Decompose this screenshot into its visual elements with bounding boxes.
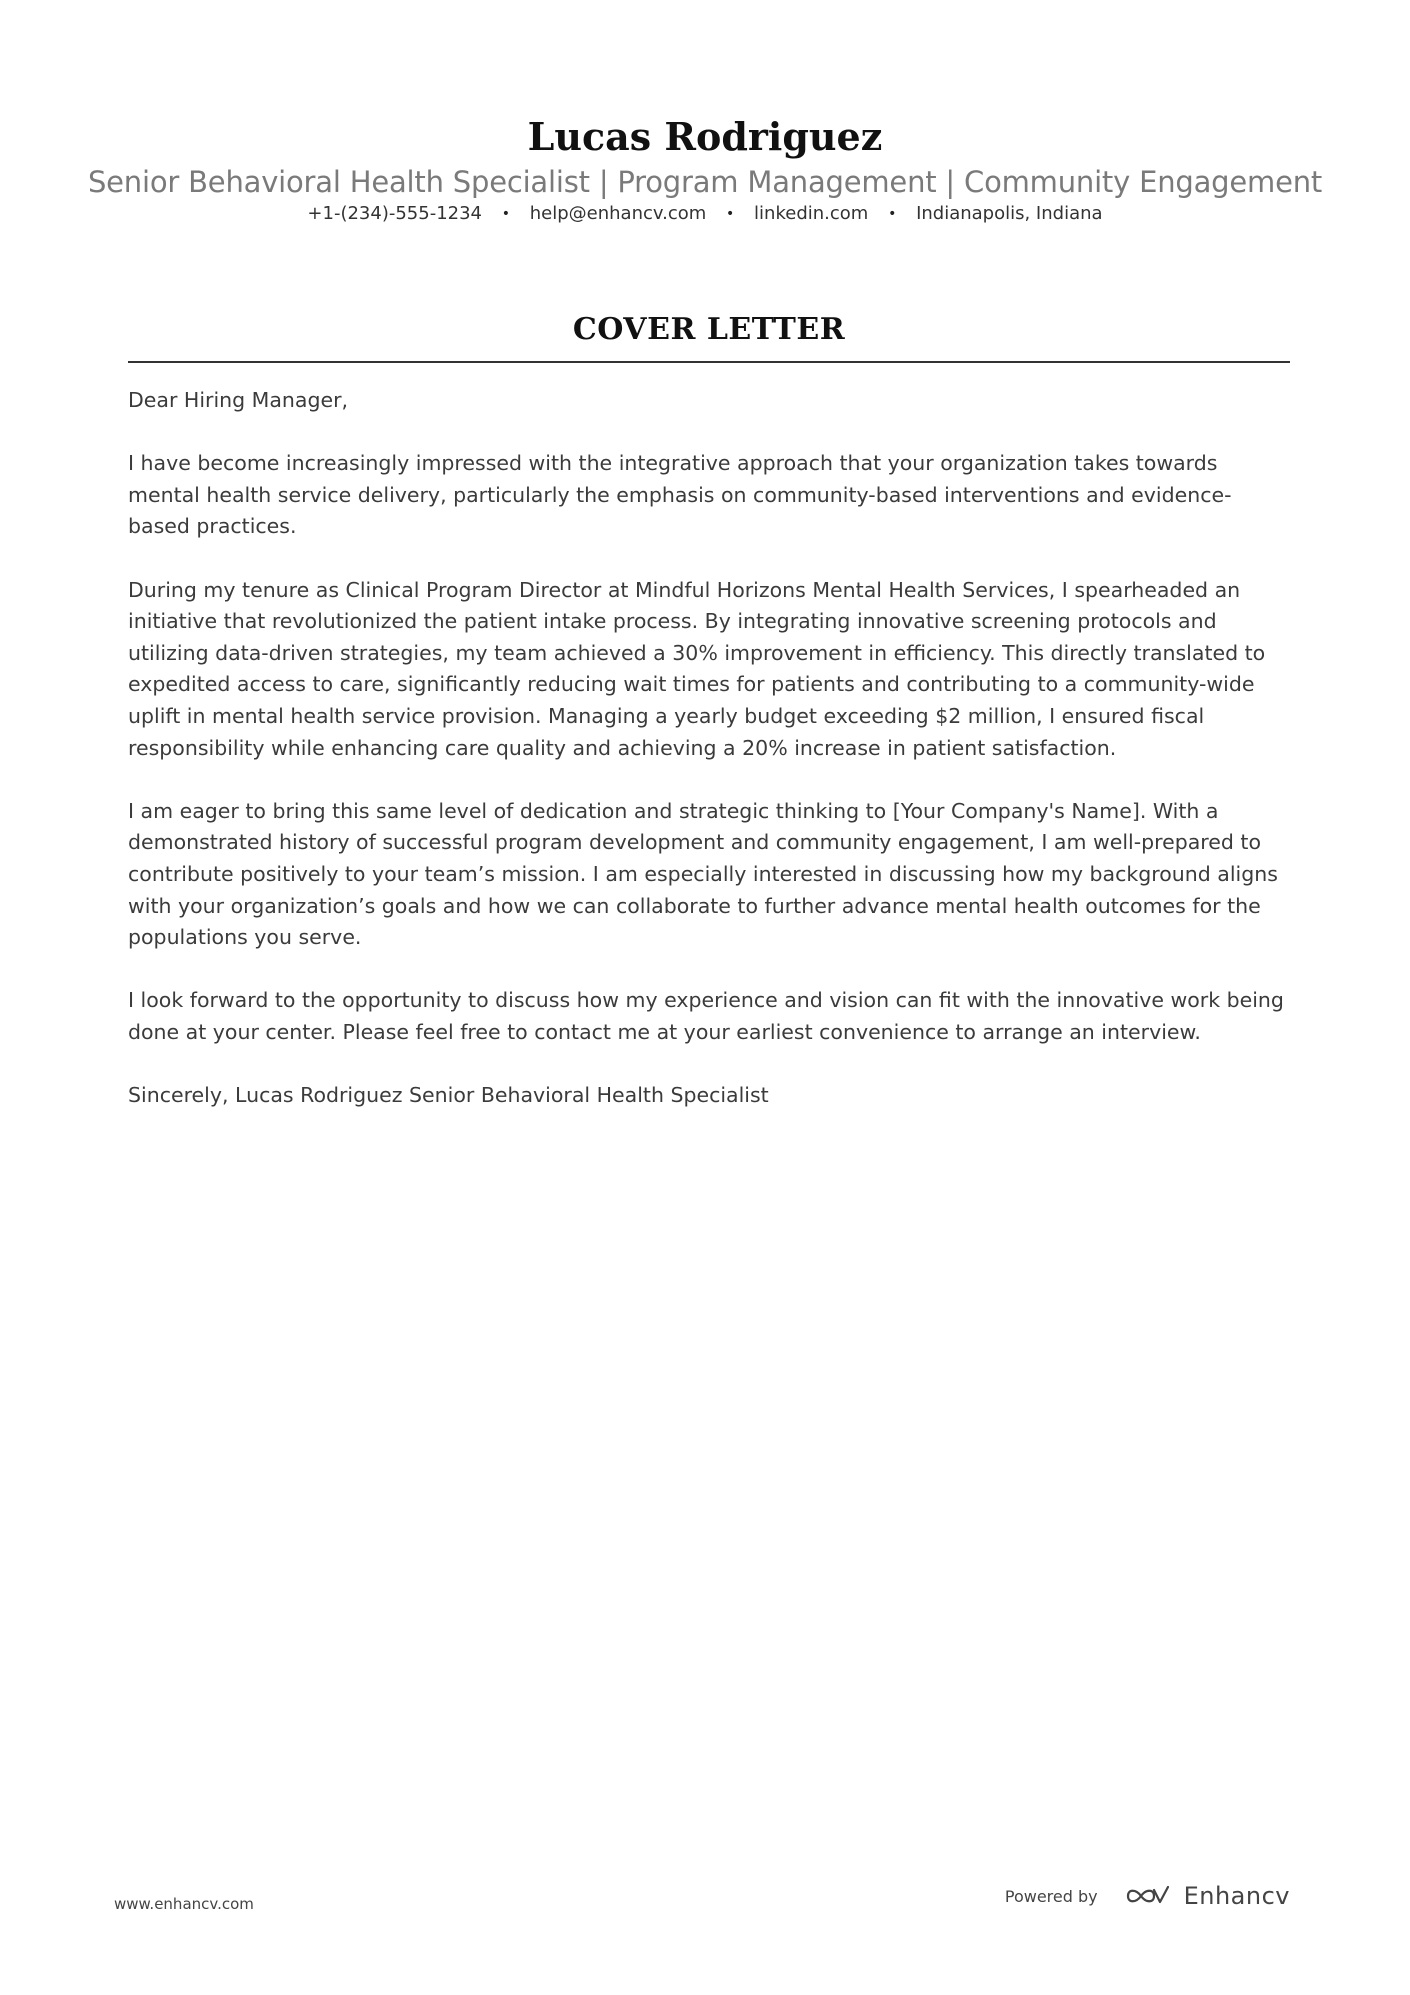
- applicant-name: Lucas Rodriguez: [527, 114, 883, 159]
- applicant-headline: Senior Behavioral Health Specialist | Program Management | Community Engagement: [87, 165, 1323, 199]
- letter-closing: Sincerely, Lucas Rodriguez Senior Behavioral Health Specialist: [128, 1083, 769, 1108]
- contact-phone: +1-(234)-555-1234: [307, 203, 483, 224]
- section-header: [128, 308, 1290, 363]
- contact-separator: •: [501, 206, 511, 222]
- footer-branding: [1005, 1882, 1290, 1910]
- letter-body: [128, 385, 1293, 1143]
- powered-by-label: Powered by: [1004, 1886, 1098, 1906]
- letter-paragraph: During my tenure as Clinical Program Director at Mindful Horizons Mental Health Services, I spearheaded an initiative that revolutionized the patient intake process. By integrating innovative screening protocols and utilizing data-driven strategies, my team achieved a 30% improvement in efficiency. This directly translated to expedited access to care, significantly reducing wait times for patients and contributing to a community-wide uplift in mental health service provision. Managing a yearly budget exceeding $2 million, I ensured fiscal responsibility while enhancing care quality and achieving a 20% increase in patient satisfaction.: [128, 577, 1266, 760]
- letter-salutation: Dear Hiring Manager,: [128, 388, 349, 412]
- section-divider: [128, 361, 1290, 363]
- contact-linkedin[interactable]: linkedin.com: [754, 203, 869, 224]
- contact-location: Indianapolis, Indiana: [916, 203, 1103, 224]
- enhancv-brand-name: Enhancv: [1183, 1882, 1290, 1910]
- contact-separator: •: [726, 206, 735, 222]
- enhancv-logo-icon: [1124, 1883, 1172, 1909]
- section-title: COVER LETTER: [572, 312, 846, 347]
- contact-separator: •: [888, 206, 897, 222]
- header: [0, 112, 1410, 226]
- contact-line: [0, 202, 1410, 226]
- letter-paragraph: I am eager to bring this same level of dedication and strategic thinking to [Your Company's Name]. With a demonstrated history of successful program development and community engagement, I am well-prepared to contribute positively to your team’s mission. I am especially interested in discussing how my background aligns with your organization’s goals and how we can collaborate to further advance mental health outcomes for the populations you serve.: [128, 798, 1278, 950]
- contact-email[interactable]: help@enhancv.com: [529, 203, 707, 224]
- letter-paragraph: I have become increasingly impressed with the integrative approach that your organization takes towards mental health service delivery, particularly the emphasis on community-based interventions and evidence-based practices.: [128, 451, 1232, 539]
- footer-website[interactable]: www.enhancv.com: [114, 1895, 254, 1913]
- letter-paragraph: I look forward to the opportunity to discuss how my experience and vision can fit with the innovative work being done at your center. Please feel free to contact me at your earliest convenience to arrange an interview.: [128, 988, 1284, 1044]
